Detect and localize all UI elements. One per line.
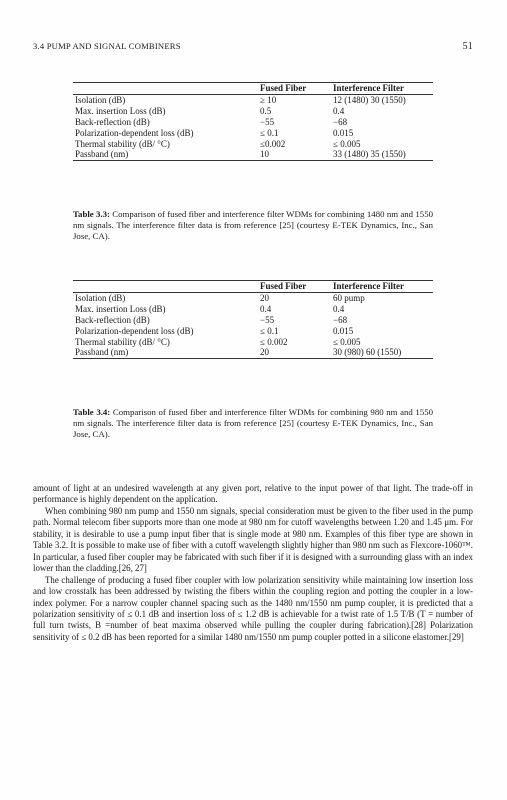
table-row xyxy=(73,94,433,105)
table-cell: −55 xyxy=(260,116,275,127)
header-cell xyxy=(73,281,258,293)
table-cell: −68 xyxy=(333,116,348,127)
table-cell: ≤0.002 xyxy=(260,138,286,149)
table-cell: −55 xyxy=(260,314,275,325)
table-cell: Passband (nm) xyxy=(73,347,258,358)
table-cell: Back-reflection (dB) xyxy=(75,116,150,127)
table-cell: ≤ 0.002 xyxy=(260,336,288,347)
table-cell: Max. insertion Loss (dB) xyxy=(75,105,166,116)
table-cell: ≤ 0.1 xyxy=(260,127,279,138)
table-header-row xyxy=(73,83,433,95)
table-row xyxy=(73,326,433,337)
caption-label: Table 3.4: xyxy=(73,407,111,417)
table-row xyxy=(73,292,433,303)
table-3-4-caption xyxy=(73,407,433,441)
table-cell: ≥ 10 xyxy=(260,94,277,105)
header-cell xyxy=(73,83,258,95)
table-row xyxy=(73,128,433,139)
table-cell: Thermal stability (dB/ °C) xyxy=(75,138,170,149)
header-cell: Fused Fiber xyxy=(258,83,331,95)
table-cell: ≤ 0.005 xyxy=(333,138,361,149)
header-cell: Fused Fiber xyxy=(258,281,331,293)
table-cell: 0.5 xyxy=(260,105,272,116)
table-cell: 0.4 xyxy=(260,303,272,314)
table-cell: Isolation (dB) xyxy=(75,292,126,303)
table-cell: Thermal stability (dB/ °C) xyxy=(75,336,170,347)
header-cell: Interference Filter xyxy=(331,281,433,293)
table-cell: 20 xyxy=(258,347,331,358)
table-cell: −68 xyxy=(333,314,348,325)
table-row xyxy=(73,304,433,315)
table-cell: Polarization-dependent loss (dB) xyxy=(75,127,194,138)
table-row xyxy=(73,337,433,348)
table-header-row xyxy=(73,281,433,293)
table-cell: Back-reflection (dB) xyxy=(75,314,150,325)
table-cell: ≤ 0.005 xyxy=(333,336,361,347)
table-3-3-caption xyxy=(73,209,433,243)
paragraph: When combining 980 nm pump and 1550 nm signals, special consideration must be given to the fiber used in the pump path. Normal telecom fiber supports more than one mode at 980 nm for cutoff wavelengths between 1.20 and 1.45 μm. For stability, it is desirable to use a pump input fiber that is single mode at 980 nm. Examples of this fiber type are shown in Table 3.2. It is possible to make use of fiber with a cutoff wavelength slightly higher than 980 nm such as Flexcore-1060™. In particular, a fused fiber coupler may be fabricated with such fiber if it is designed with a surrounding glass with an index lower than the cladding.[26, 27] xyxy=(33,505,473,574)
section-title: 3.4 PUMP AND SIGNAL COMBINERS xyxy=(33,41,181,51)
page-number: 51 xyxy=(462,41,473,52)
table-cell: 33 (1480) 35 (1550) xyxy=(331,149,433,160)
caption-text: Comparison of fused fiber and interference filter WDMs for combining 1480 nm and 1550 nm signals. The interference filter data is from reference [25] (courtesy E-TEK Dynamics, Inc., San Jose, CA). xyxy=(73,209,433,242)
table-cell: ≤ 0.1 xyxy=(260,325,279,336)
table-cell: 0.4 xyxy=(333,303,345,314)
table-row xyxy=(73,139,433,150)
paragraph: amount of light at an undesired wavelength at any given port, relative to the input power of that light. The trade-off in performance is highly dependent on the application. xyxy=(33,483,473,505)
table-cell: 0.015 xyxy=(333,127,354,138)
caption-text: Comparison of fused fiber and interference filter WDMs for combining 980 nm and 1550 nm signals. The interference filter data is from reference [25] (courtesy E-TEK Dynamics, Inc., San Jose, CA). xyxy=(73,407,434,440)
table-cell: Max. insertion Loss (dB) xyxy=(75,303,166,314)
header-cell: Interference Filter xyxy=(331,83,433,95)
table-3-3 xyxy=(73,82,433,161)
body-text xyxy=(33,483,473,643)
running-head xyxy=(33,41,473,52)
table-row xyxy=(73,106,433,117)
table-row xyxy=(73,117,433,128)
table-3-4 xyxy=(73,280,433,359)
table-row xyxy=(73,315,433,326)
table-cell: 20 xyxy=(260,292,269,303)
table-cell: 10 xyxy=(258,149,331,160)
caption-label: Table 3.3: xyxy=(73,209,110,219)
table-cell: Polarization-dependent loss (dB) xyxy=(75,325,194,336)
table-cell: Isolation (dB) xyxy=(75,94,126,105)
table-cell: 30 (980) 60 (1550) xyxy=(331,347,433,358)
table-row xyxy=(73,347,433,358)
paragraph: The challenge of producing a fused fiber coupler with low polarization sensitivity while maintaining low insertion loss and low crosstalk has been addressed by twisting the fibers within the coupling region and potting the coupler in a low-index polymer. For a narrow coupler channel spacing such as the 1480 nm/1550 nm pump coupler, it is predicted that a polarization sensitivity of ≤ 0.1 dB and insertion loss of ≤ 1.2 dB is achievable for a twist rate of 1.5 T/B (T = number of full turn twists, B =number of beat maxima observed while pulling the coupler during fabrication).[28] Polarization sensitivity of ≤ 0.2 dB has been reported for a similar 1480 nm/1550 nm pump coupler potted in a silicone elastomer.[29] xyxy=(33,574,473,642)
table-cell: 12 (1480) 30 (1550) xyxy=(333,94,406,105)
table-row xyxy=(73,149,433,160)
table-cell: 0.4 xyxy=(333,105,345,116)
table-cell: 0.015 xyxy=(333,325,354,336)
table-cell: 60 pump xyxy=(333,292,365,303)
table-cell: Passband (nm) xyxy=(73,149,258,160)
